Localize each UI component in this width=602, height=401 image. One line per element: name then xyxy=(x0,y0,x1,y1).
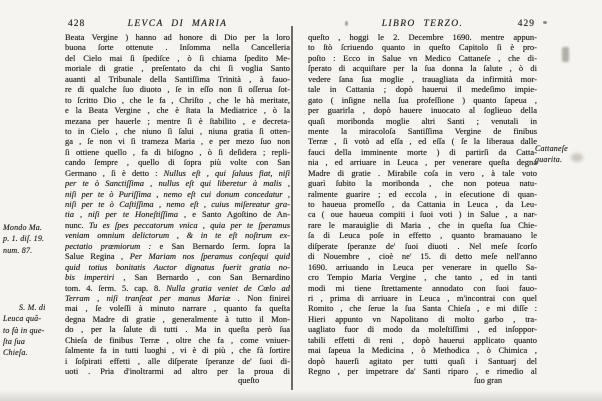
text-line: cro Tempio Maria Vergine , che tanto , ed in tanti xyxy=(308,272,537,283)
text-line: del Cielo mai ſi ſpediſce , ò ſi chiama ſpedito Me- xyxy=(65,52,290,63)
text-line: tom. 4. ſerm. 5. cap. 8. Nulla gratia veniet de Cœlo ad xyxy=(65,282,290,293)
text-line: fauci della imminente morte ) di partirſi da Catta- xyxy=(308,146,537,157)
text-line: mezana per hauerle ; mentre ſi è ſtabilito , e decreta- xyxy=(65,115,290,126)
text-line: mai ſapeua la Medicina , ò Methodica , ò Chimica , xyxy=(308,345,537,356)
text-line: Salue Regina , Per Mariam nos ſperamus conſequi quid xyxy=(65,251,290,262)
text-line: Terræ , ſi votò ad eſſa , ed eſſa ( ſe la liberaua dalle xyxy=(308,136,537,147)
text-line: to ſcritto Dio , che le fa , Chriſto , che le hà meritate, xyxy=(65,94,290,105)
left-body-text xyxy=(65,32,290,376)
left-page-number: 428 xyxy=(68,19,86,29)
text-line: tabili effetti di reni , dopò hauerui applicato quanto xyxy=(308,334,537,345)
text-line: pectatio præmiorum : e San Bernardo ſerm. ſopra la xyxy=(65,240,290,251)
text-line: Regno , per impetrare da' Santi riparo , e rimedio al xyxy=(308,366,537,376)
text-line: tale in Cattania ; dopò hauerui il medeſimo impie- xyxy=(308,84,537,95)
text-line: ri , prima di arriuare in Leuca , m'incontrai con quel xyxy=(308,292,537,303)
text-line: niſi per te ò Caſtiſſima , nemo eſt , cuius miſereatur gra- xyxy=(65,199,290,209)
text-line: mai , ſe voleſſi à minuto narrare , quanto fa queſta xyxy=(65,303,290,314)
text-line: guarì ſubito la moribonda , che non poteua natu- xyxy=(308,178,537,189)
left-catchword: queſto xyxy=(238,375,260,385)
right-body-text xyxy=(308,32,537,376)
text-line: Beata Vergine ) hanno ad honore di Dio per la loro xyxy=(65,32,290,42)
scan-speck xyxy=(562,47,569,62)
scan-speck xyxy=(543,21,547,24)
text-line: ga , ſe non vi ſi trameza Maria , e per mezo ſuo non xyxy=(65,136,290,147)
page-gutter-line xyxy=(291,26,293,390)
right-page-number: 429 xyxy=(517,19,535,29)
text-line: nia , ed arriuare in Leuca , per venerare queſta degna xyxy=(308,157,537,168)
text-line: vedere ſana ſua moglie , trauagliata da infirmità mor- xyxy=(308,73,537,84)
text-line: veniam omnium delictorum , & in te eſt noſtrum ex- xyxy=(65,230,290,241)
text-line: mente la miracoloſa Santiſſima Vergine de finibus xyxy=(308,125,537,136)
text-line: poſto : Ecco in Salue vn Medico Cattaneſe , che di- xyxy=(308,52,537,63)
left-running-head: LEVCA DI MARIA xyxy=(127,19,228,29)
text-line: Madre di gratie . Mirabile coſa in vero , à tale voto xyxy=(308,167,537,178)
text-line: gato ( inſigne nella ſua profeſſione ) quanto ſapeua , xyxy=(308,94,537,105)
text-line: bis impertiri , San Bernardo , con San Bernardino xyxy=(65,272,290,283)
scan-speck xyxy=(345,21,348,26)
text-line: ſi ottiene quello , fa di biſogno , ò ſi deſidera ; repli- xyxy=(65,146,290,157)
text-line: i ſoſpirati effetti , alle diſperate ſperanze de' ſuoi di- xyxy=(65,355,290,366)
text-line: Germano , ſi è detto : Nullus eſt , qui ſaluus fiat, niſi xyxy=(65,167,290,178)
scan-speck xyxy=(571,153,583,162)
text-line: niſi per te ò Puriſſima , nemo eſt cui donum concedatur , xyxy=(65,188,290,199)
text-line: re di qualche ſuo diuoto , ſe in eſſo non ſi oſſerua ſot- xyxy=(65,84,290,95)
text-line: Romito , che ſerue la ſua Santa Chieſa , e mi diſſe : xyxy=(308,303,537,314)
margin-note: Cattaneſe guarita. xyxy=(535,144,568,165)
text-line: uoti . Pria d'inoltrarmi ad altro per la proua di xyxy=(65,366,290,376)
text-line: di Nouembre , cioè ne' 15. di detto meſe nell'anno xyxy=(308,251,537,262)
text-line: auanti al Tribunale della Santiſſima Trinità , à fauo- xyxy=(65,73,290,84)
text-line: degna Madre di gratie , generalmente à tutto il Mon- xyxy=(65,313,290,324)
text-line: ſa di Leuca poſe in effetto , quanto bramauano le xyxy=(308,230,537,241)
text-line: rare le marauiglie di Maria , che in queſta ſua Chie- xyxy=(308,219,537,230)
text-line: 1690. arriuando in Leuca per venerare in quello Sa- xyxy=(308,261,537,272)
text-line: modi mi tiene ſtrettamente annodato con ſuoi fauo- xyxy=(308,282,537,293)
text-line: tia , niſi per te Honeſtiſſima , e Santo Agoſtino de An- xyxy=(65,209,290,220)
text-line: nunc. Tu es ſpes peccatorum vnica , quia per te ſperamus xyxy=(65,219,290,230)
margin-note: Mondo Ma. p. 1. diſ. 19. num. 87. xyxy=(3,223,45,255)
text-line: to in Cielo , che niuno ſi ſalui , niuna gratia ſi otten- xyxy=(65,125,290,136)
text-line: ralmente guarire ; ed eccola , in eſecutione di quan- xyxy=(308,188,537,199)
right-page xyxy=(302,0,602,401)
right-running-head-row xyxy=(308,19,537,31)
right-catchword: ſuo gran xyxy=(474,375,503,385)
text-line: ſperato di acquiſtare per la ſua donna la ſalute , ò di xyxy=(308,63,537,74)
text-line: quaſi moribonda moglie altri Santi ; venutali in xyxy=(308,115,537,126)
left-margin-notes-column xyxy=(3,0,61,401)
text-line: queſto , hoggi le 2. Decembre 1690. mentre appun- xyxy=(308,32,537,42)
text-line: per te ò Sanctiſſima , nullus eſt qui liberetur à malis , xyxy=(65,178,290,189)
margin-note: S. M. di Leuca quã- to fà in que- ſta ſua Chieſa. xyxy=(3,303,46,358)
text-line: diſperate ſperanze de' ſuoi diuoti . Nel meſe ſcorſo xyxy=(308,240,537,251)
text-line: cando ſempre , quello di ſopra più volte con San xyxy=(65,157,290,168)
text-line: uagliato fuor di modo da moleſtiſſimi , ed inſoppor- xyxy=(308,324,537,335)
text-line: moriale di gratie , preſentato da chi ſi voglia Santo xyxy=(65,63,290,74)
left-running-head-row xyxy=(65,19,290,31)
text-line: quid totius bonitatis Auctor dignatus fuerit gratia no- xyxy=(65,261,290,272)
right-running-head: LIBRO TERZO. xyxy=(381,19,464,29)
text-line: ca ( oue haueua compiti i ſuoi voti ) in Salue , a nar- xyxy=(308,209,537,220)
text-line: do , per la ſalute di tutti . Ma in queſta però ſua xyxy=(65,324,290,335)
text-line: e la Beata Vergine , che è ſtata la Mediatrice , ò la xyxy=(65,105,290,116)
text-line: dopò hauerſi agitato per tutti quaſi i Santuarj del xyxy=(308,355,537,366)
text-line: Chieſa de finibus Terræ , oltre che fa , come vniuer- xyxy=(65,334,290,345)
text-line: buona ſorte ottenute . Inſomma nella Cancelleria xyxy=(65,42,290,53)
text-line: ſalmente fa in tutti luoghi , vi è di più , che fà ſortire xyxy=(65,345,290,356)
text-line: per guarirla , dopò hauere inuocato al ſoglieuo della xyxy=(308,105,537,116)
scan-edge-shadow xyxy=(0,390,602,401)
text-line: Terram , niſi tranſeat per manus Mariæ . Non finirei xyxy=(65,292,290,303)
text-line: Hieri appunto vn Napolitano di molto garbo , tra- xyxy=(308,313,537,324)
text-line: to haueua promeſſo , da Cattania in Leuca , da Leu- xyxy=(308,199,537,209)
text-line: to ſtò ſcriuendo quanto in queſto Capitolo ſi è pro- xyxy=(308,42,537,53)
